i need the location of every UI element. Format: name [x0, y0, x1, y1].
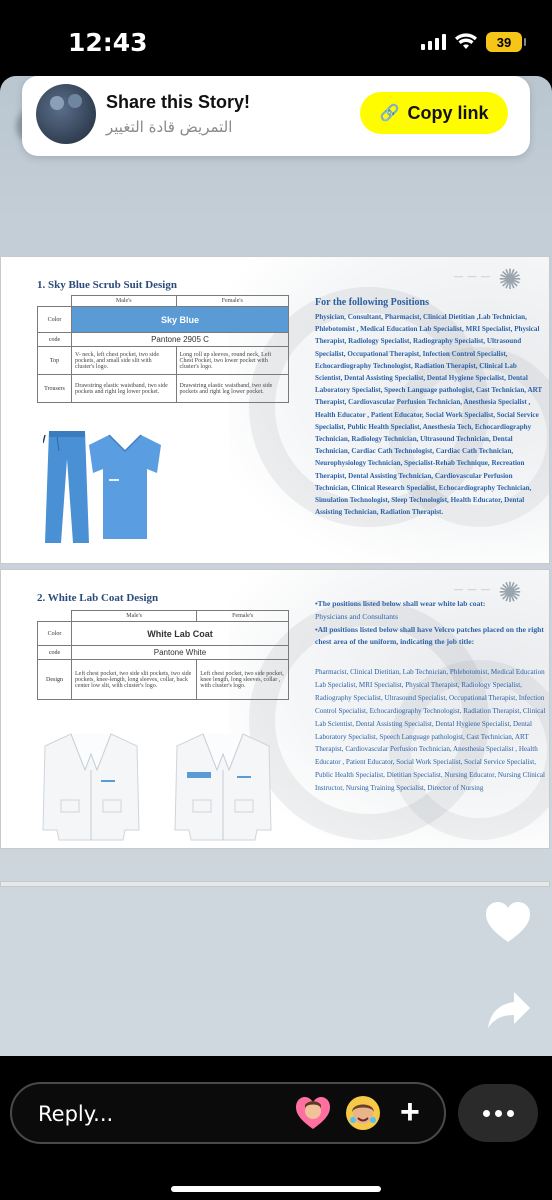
- lab-coat-notes: [315, 598, 547, 649]
- bitmoji-laugh-reaction-icon[interactable]: [344, 1094, 382, 1132]
- share-title: Share this Story!: [106, 92, 251, 112]
- wifi-icon: [454, 33, 478, 51]
- battery-icon: 39: [486, 32, 522, 52]
- share-story-card[interactable]: [22, 76, 530, 156]
- row-trousers-label: Trousers: [38, 375, 72, 403]
- row-design-label: Design: [38, 660, 72, 700]
- avatar: [36, 84, 96, 144]
- code-value: Pantone White: [72, 646, 289, 660]
- design-male: Left chest pocket, two side slit pockets, two side pockets, knee-length, long sleeves, collar, back center low slit, with cluster's logo.: [72, 660, 197, 700]
- row-code-label: code: [38, 646, 72, 660]
- cluster-brand-mark: — — —: [453, 271, 491, 281]
- col-male: Male's: [72, 296, 177, 307]
- status-icons: [421, 32, 522, 52]
- note-1b: Physicians and Consultants: [315, 611, 399, 621]
- positions-list: Pharmacist, Clinical Dietitian, Lab Technician, Phlebotomist, Medical Education Lab Specialist, MRI Specialist, Physical Therapist, Radiology Specialist, Radiography Specialist, Ultrasound Specialist, Occupational Therapist, Infection Control Specialist, Echocardiography Technologist, Radiation Therapist, Clinical Lab Scientist, Dental Assisting Specialist, Dental Hygiene Specialist, Dental Laboratory Specialist, Speech Language pathologist, Cast Technician, ART Therapist, Cardiovascular Perfusion Technician, Anesthesia Specialist , Health Educator , Patient Educator, Social Work Specialist, Social Service Specialist, Public Health Specialist, Dietitian Specialist, Nursing Educator, Nursing Clinical Instructor, Nursing Training Specialist, Director of Nursing: [315, 668, 546, 793]
- cluster-logo-icon: ✺: [498, 264, 522, 295]
- scrub-spec-table: [37, 295, 289, 403]
- male-lab-coat-image: [41, 730, 141, 842]
- signal-icon: [421, 34, 446, 50]
- top-female: Long roll up sleeves, round neck, Left Chest Pocket, two lower pocket with cluster's logo.: [176, 347, 289, 375]
- link-icon: 🔗: [379, 105, 400, 122]
- reply-placeholder: Reply...: [38, 1102, 114, 1126]
- slide-title: 1. Sky Blue Scrub Suit Design: [37, 279, 177, 291]
- positions-list: Physician, Consultant, Pharmacist, Clinical Dietitian ,Lab Technician, Phlebotomist , Medical Education Lab Specialist, MRI Specialist, Physical Therapist, Radiology Specialist, Radiography Specialist, Ultrasound Specialist, Occupational Therapist, Infection Control Specialist, Echocardiography Technologist, Radiation Therapist, Clinical Lab Scientist, Dental Assisting Specialist, Dental Hygiene Specialist, Dental Laboratory Specialist, Speech Language pathologist, Cast Technician, ART Therapist, Cardiovascular Perfusion Technician, Anesthesia Specialist , Health Educator , Patient Educator, Social Work Specialist, Social Service Specialist, Public Health Specialist, Anesthesia Tech, Echocardiography Technician, Radiology Technician, Ultrasound Technician, Dental Technician, Cardiac Cath Technologist, Cardiac Cath Technician, Neurophysiology Technician, Specialist-Rehab Technique, Recreation Therapist, Dental Assisting Technician, Cardiovascular Perfusion Technician, Clinical Research Specialist, Echocardiography Technician, Simulation Technologist, Sleep Technologist, Health Educator, Dental Assisting Technician, Radiation Therapist.: [315, 313, 543, 517]
- bitmoji-heart-reaction-icon[interactable]: [294, 1094, 332, 1132]
- col-female: Female's: [197, 611, 289, 622]
- design-female: Left chest pocket, two side pocket, knee length, long sleeves, collar , with cluster's logo.: [197, 660, 289, 700]
- slide-next-peek: [0, 881, 550, 887]
- lab-coat-spec-table: [37, 610, 289, 700]
- scrub-top-image: [87, 433, 163, 541]
- bottom-bar: [0, 1056, 552, 1200]
- row-color-label: Color: [38, 307, 72, 333]
- note-2: •All positions listed below shall have Velcro patches placed on the right chest area of the uniform, indicating the job title:: [315, 624, 544, 647]
- plus-icon[interactable]: +: [400, 1093, 420, 1131]
- cluster-brand-mark: — — —: [453, 584, 491, 594]
- top-male: V- neck, left chest pocket, two side pockets, and small side slit with cluster's logo.: [72, 347, 177, 375]
- trousers-male: Drawstring elastic waistband, two side pockets and right leg lower pocket.: [72, 375, 177, 403]
- home-indicator: [171, 1186, 381, 1192]
- slide-title: 2. White Lab Coat Design: [37, 592, 159, 604]
- cluster-logo-icon: ✺: [498, 577, 522, 608]
- col-female: Female's: [176, 296, 289, 307]
- color-value: Sky Blue: [72, 307, 289, 333]
- trousers-female: Drawstring elastic waistband, two side pockets and right leg lower pocket.: [176, 375, 289, 403]
- share-subtitle: التمريض قادة التغيير: [106, 118, 233, 136]
- copy-link-button[interactable]: [360, 92, 508, 134]
- female-lab-coat-image: [173, 730, 273, 842]
- note-1: •The positions listed below shall wear white lab coat:: [315, 599, 486, 608]
- reply-input[interactable]: [10, 1082, 446, 1144]
- slide-scrub-suit: [0, 256, 550, 564]
- status-bar: [0, 0, 552, 80]
- row-code-label: code: [38, 333, 72, 347]
- scrub-pants-image: [43, 429, 91, 547]
- status-time: 12:43: [68, 28, 148, 57]
- code-value: Pantone 2905 C: [72, 333, 289, 347]
- more-options-button[interactable]: [458, 1084, 538, 1142]
- row-top-label: Top: [38, 347, 72, 375]
- story-viewer[interactable]: [0, 76, 552, 1056]
- heart-icon[interactable]: [484, 900, 532, 944]
- positions-heading: For the following Positions: [315, 297, 429, 308]
- col-male: Male's: [72, 611, 197, 622]
- slide-lab-coat: [0, 569, 550, 849]
- copy-link-label: Copy link: [407, 102, 489, 123]
- row-color-label: Color: [38, 622, 72, 646]
- share-arrow-icon[interactable]: [486, 990, 532, 1030]
- color-value: White Lab Coat: [72, 622, 289, 646]
